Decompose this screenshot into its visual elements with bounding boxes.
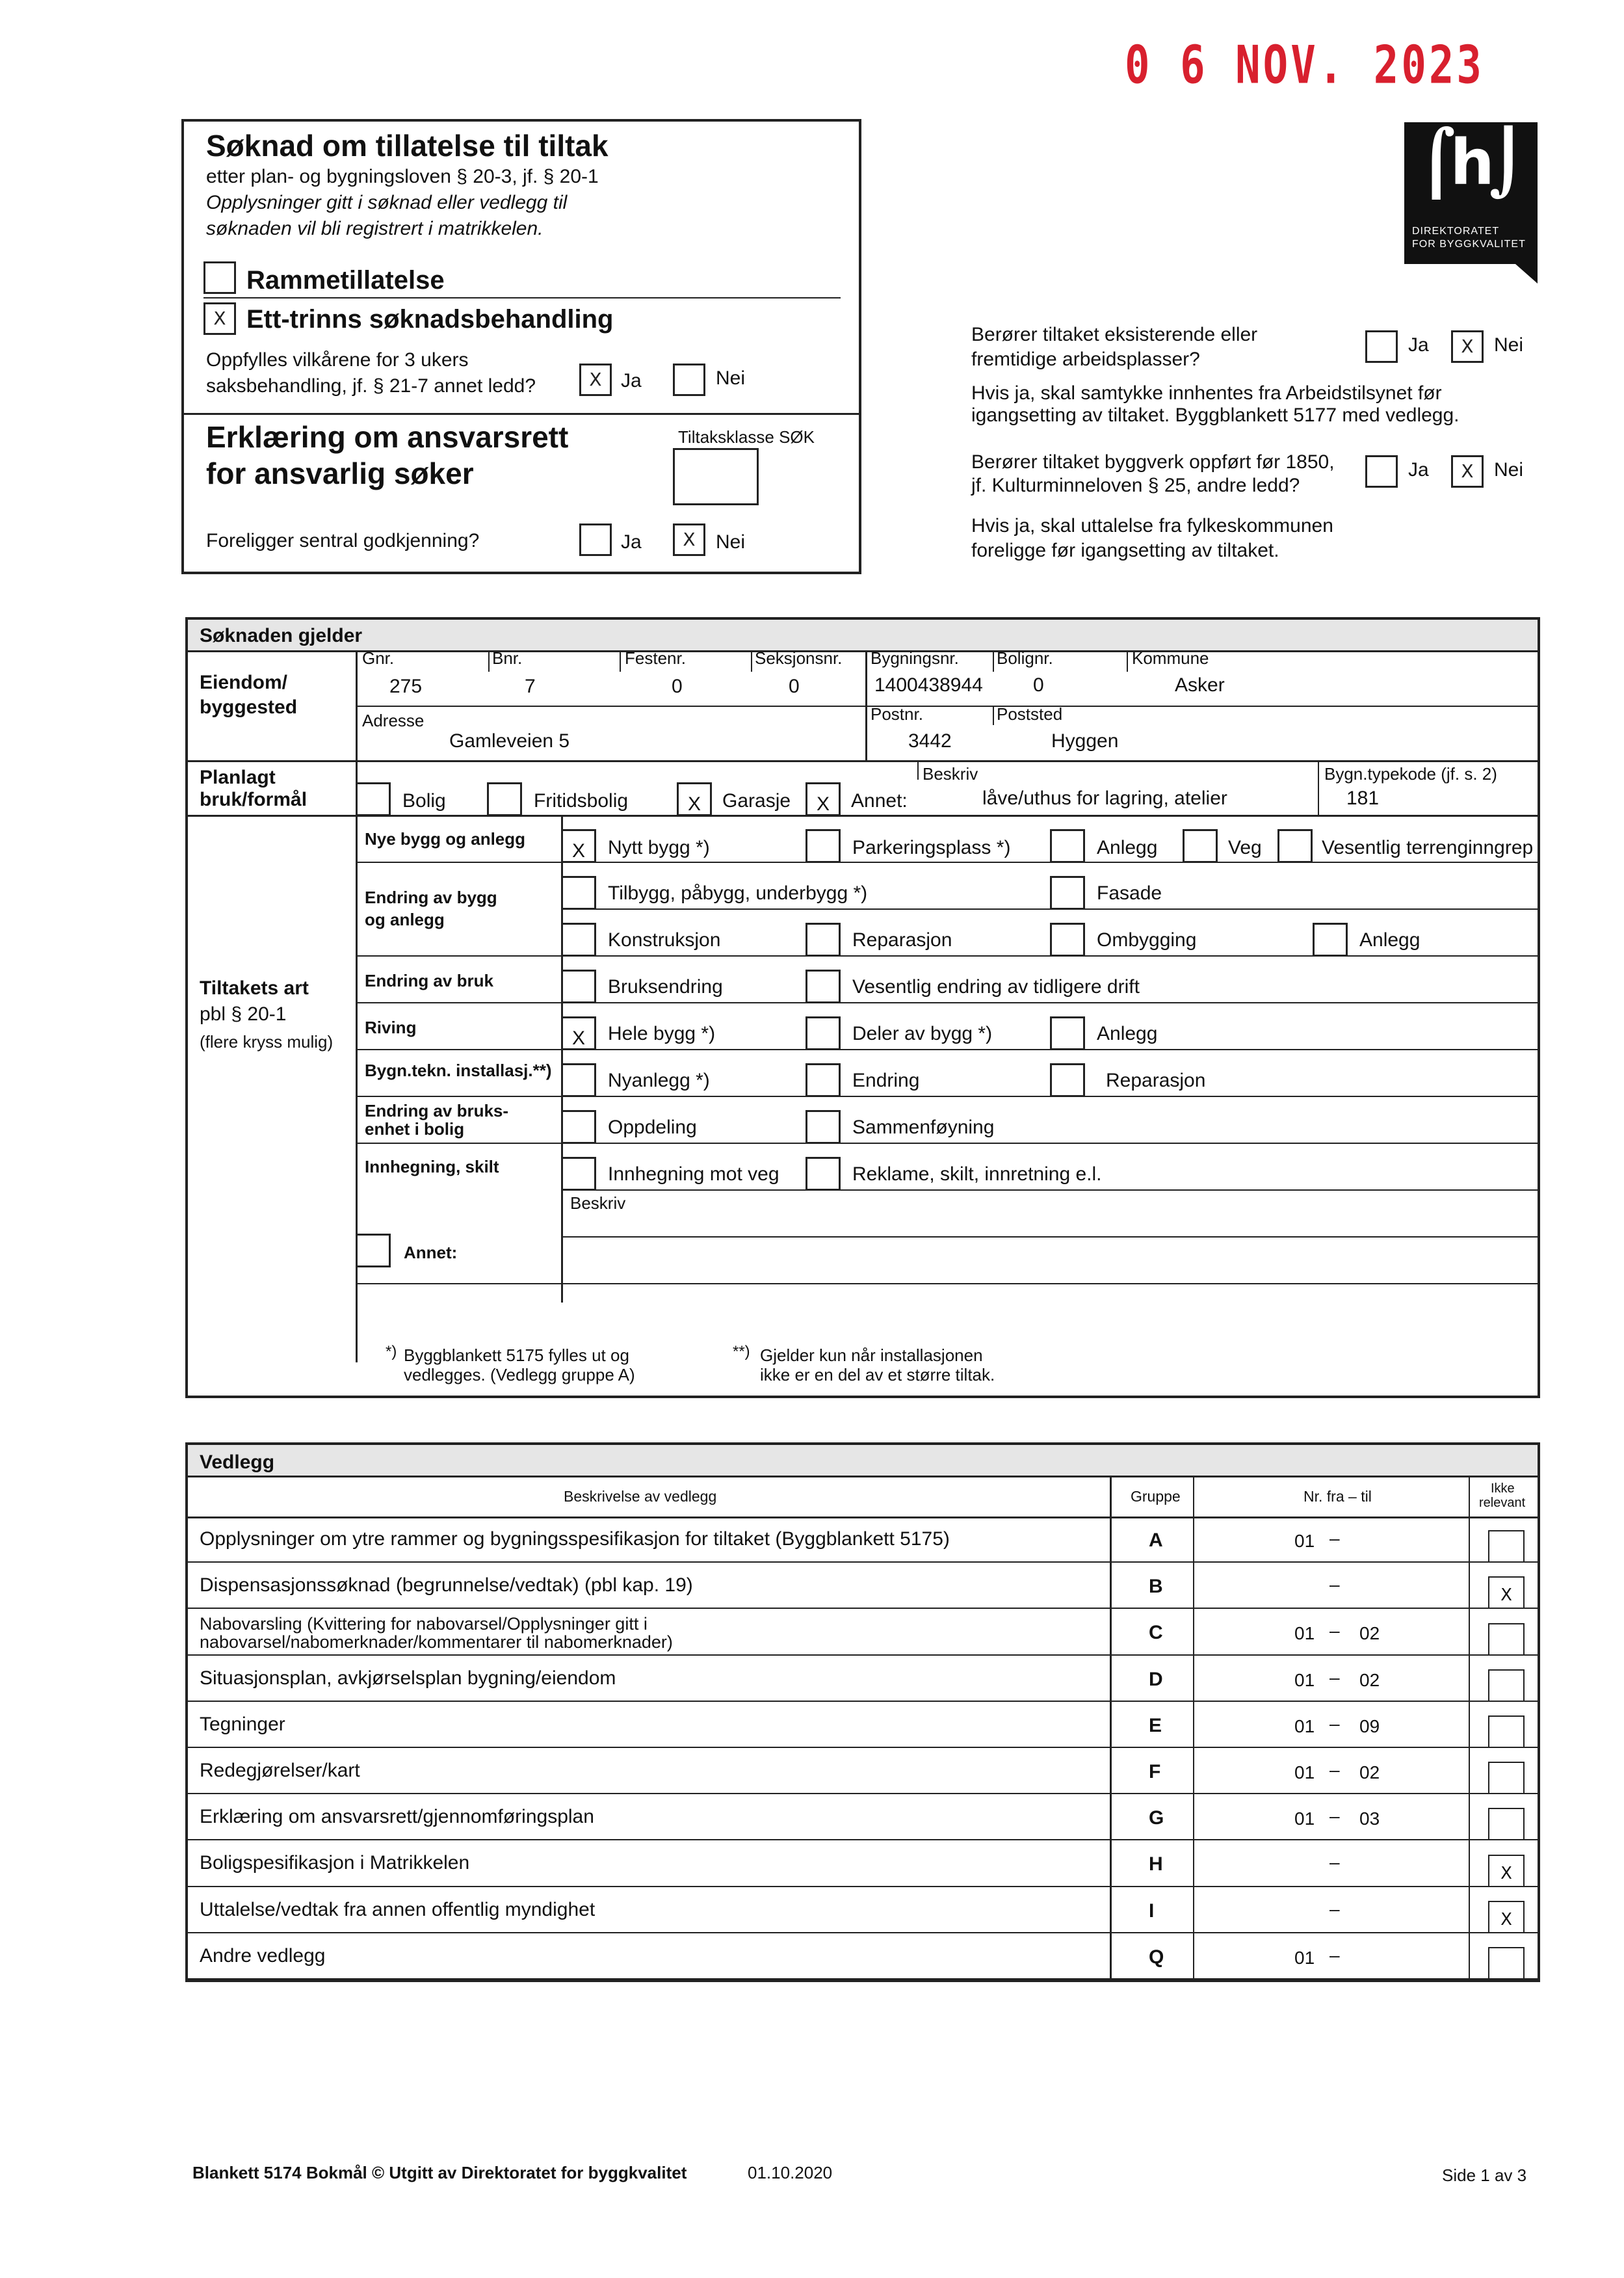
vedlegg-nr-dash: – <box>1329 1852 1340 1873</box>
fritidsbolig-label: Fritidsbolig <box>534 790 629 812</box>
kulturminne-question-2: jf. Kulturminneloven § 25, andre ledd? <box>971 475 1300 496</box>
bruksendring-checkbox[interactable] <box>561 970 596 1003</box>
vedlegg-description-line-1: Nabovarsling (Kvittering for nabovarsel/Opplysninger gitt i <box>200 1614 648 1634</box>
kulturminne-nei-checkbox[interactable]: X <box>1451 455 1484 488</box>
footer-page-number: Side 1 av 3 <box>1442 2165 1527 2185</box>
vedlegg-group: H <box>1149 1853 1163 1875</box>
kommune-value[interactable]: Asker <box>1175 674 1225 696</box>
footer-form-id: Blankett 5174 Bokmål © Utgitt av Direktoratet for byggkvalitet <box>192 2163 687 2182</box>
innhegning-mot-veg-label: Innhegning mot veg <box>608 1163 779 1185</box>
reparasjon-installasjon-checkbox[interactable] <box>1050 1063 1085 1097</box>
vedlegg-group: Q <box>1149 1946 1164 1968</box>
anlegg-nye-checkbox[interactable] <box>1050 829 1085 863</box>
vedlegg-nr-from[interactable]: 01 <box>1294 1808 1315 1829</box>
gnr-label: Gnr. <box>362 648 395 668</box>
endring-installasjon-label: Endring <box>852 1070 920 1091</box>
deler-av-bygg-checkbox[interactable] <box>805 1016 841 1050</box>
fasade-label: Fasade <box>1097 882 1162 904</box>
vedlegg-nr-to[interactable]: 03 <box>1359 1808 1380 1829</box>
kulturminne-ja-label: Ja <box>1408 459 1429 481</box>
festenr-value[interactable]: 0 <box>672 676 683 697</box>
beskriv-bruk-label: Beskriv <box>923 764 978 784</box>
vedlegg-description: Uttalelse/vedtak fra annen offentlig myndighet <box>200 1898 596 1920</box>
footnote-1-mark: *) <box>386 1343 397 1360</box>
arbeidsplasser-question-1: Berører tiltaket eksisterende eller <box>971 324 1258 345</box>
vedlegg-description: Situasjonsplan, avkjørselsplan bygning/eiendom <box>200 1667 616 1689</box>
vedlegg-section <box>185 1442 1540 1982</box>
vedlegg-nr-dash: – <box>1329 1528 1340 1548</box>
treuker-nei-checkbox[interactable] <box>673 364 705 396</box>
tilbygg-label: Tilbygg, påbygg, underbygg *) <box>608 882 868 904</box>
col-gruppe-header: Gruppe <box>1131 1488 1181 1505</box>
vedlegg-nr-dash: – <box>1329 1760 1340 1780</box>
vedlegg-nr-dash: – <box>1329 1944 1340 1965</box>
treuker-ja-checkbox[interactable]: X <box>579 364 612 396</box>
arbeidsplasser-nei-checkbox[interactable]: X <box>1451 330 1484 363</box>
rammetillatelse-label: Rammetillatelse <box>246 266 445 295</box>
kulturminne-note-1: Hvis ja, skal uttalelse fra fylkeskommunen <box>971 515 1333 536</box>
vedlegg-description: Boligspesifikasjon i Matrikkelen <box>200 1852 470 1874</box>
vedlegg-row <box>188 1748 1538 1794</box>
vedlegg-nr-from[interactable]: 01 <box>1294 1762 1315 1782</box>
innhegning-checkbox[interactable] <box>561 1157 596 1191</box>
vedlegg-row <box>188 1563 1538 1609</box>
riving-label: Riving <box>365 1018 417 1037</box>
rammetillatelse-checkbox[interactable] <box>203 261 236 294</box>
vedlegg-row <box>188 1516 1538 1563</box>
footer-date: 01.10.2020 <box>748 2163 833 2182</box>
vedlegg-row <box>188 1656 1538 1702</box>
sentral-nei-label: Nei <box>716 531 746 553</box>
nyanlegg-checkbox[interactable] <box>561 1063 596 1097</box>
vedlegg-nr-dash: – <box>1329 1898 1340 1919</box>
annet-tiltak-checkbox[interactable] <box>356 1234 391 1267</box>
kulturminne-note-2: foreligge før igangsetting av tiltaket. <box>971 540 1279 561</box>
tiltakets-art-hint: (flere kryss mulig) <box>200 1032 334 1052</box>
veg-checkbox[interactable] <box>1183 829 1218 863</box>
hele-bygg-label: Hele bygg *) <box>608 1023 716 1044</box>
nye-bygg-label: Nye bygg og anlegg <box>365 829 526 849</box>
treuker-question-2: saksbehandling, jf. § 21-7 annet ledd? <box>206 375 536 397</box>
konstruksjon-checkbox[interactable] <box>561 923 596 957</box>
kulturminne-nei-label: Nei <box>1494 459 1524 481</box>
header-box <box>181 119 861 574</box>
ombygging-checkbox[interactable] <box>1050 923 1085 957</box>
seksjonsnr-label: Seksjonsnr. <box>755 648 843 668</box>
tilbygg-checkbox[interactable] <box>561 876 596 910</box>
vedlegg-row <box>188 1794 1538 1840</box>
hele-bygg-checkbox[interactable]: X <box>561 1016 596 1050</box>
vedlegg-description: Dispensasjonssøknad (begrunnelse/vedtak) (pbl kap. 19) <box>200 1574 693 1596</box>
sammenfoyning-checkbox[interactable] <box>805 1110 841 1144</box>
arbeidsplasser-question-2: fremtidige arbeidsplasser? <box>971 349 1200 370</box>
vedlegg-ikke-relevant-checkbox[interactable]: X <box>1488 1576 1525 1608</box>
fasade-checkbox[interactable] <box>1050 876 1085 910</box>
vedlegg-description: Tegninger <box>200 1713 285 1735</box>
vedlegg-nr-to[interactable]: 02 <box>1359 1623 1380 1644</box>
vesentlig-endring-checkbox[interactable] <box>805 970 841 1003</box>
poststed-label: Poststed <box>997 704 1063 724</box>
eiendom-label-2: byggested <box>200 696 298 718</box>
vedlegg-group: A <box>1149 1530 1163 1551</box>
vedlegg-nr-from[interactable]: 01 <box>1294 1669 1315 1690</box>
tiltakets-art-pbl: pbl § 20-1 <box>200 1003 287 1025</box>
innhegning-label: Innhegning, skilt <box>365 1157 499 1176</box>
nytt-bygg-checkbox[interactable]: X <box>561 829 596 863</box>
endring-bygg-label-2: og anlegg <box>365 910 445 929</box>
planlagt-label-1: Planlagt <box>200 767 276 788</box>
deler-av-bygg-label: Deler av bygg *) <box>852 1023 993 1044</box>
bruksenhet-label-1: Endring av bruks- <box>365 1101 509 1120</box>
logo-caption: DIREKTORATET FOR BYGGKVALITET <box>1412 226 1526 250</box>
vesentlig-endring-label: Vesentlig endring av tidligere drift <box>852 976 1140 998</box>
treuker-nei-label: Nei <box>716 367 746 389</box>
arbeidsplasser-note-1: Hvis ja, skal samtykke innhentes fra Arbeidstilsynet før <box>971 382 1442 404</box>
vedlegg-nr-from[interactable]: 01 <box>1294 1947 1315 1968</box>
vedlegg-description: Erklæring om ansvarsrett/gjennomføringsplan <box>200 1806 594 1828</box>
vedlegg-row <box>188 1702 1538 1748</box>
logo-mark: ⌠h⌡ <box>1417 126 1523 199</box>
registration-note-1: Opplysninger gitt i søknad eller vedlegg til <box>206 192 568 213</box>
vedlegg-nr-dash: – <box>1329 1667 1340 1688</box>
soknaden-gjelder-title: Søknaden gjelder <box>200 625 363 646</box>
beskriv-annet-label: Beskriv <box>570 1193 626 1213</box>
sentral-ja-checkbox[interactable] <box>579 523 612 556</box>
anlegg-endring-label: Anlegg <box>1359 929 1421 951</box>
registration-note-2: søknaden vil bli registrert i matrikkelen. <box>206 218 544 239</box>
annet-tiltak-label: Annet: <box>404 1243 458 1262</box>
footnote-1-line-2: vedlegges. (Vedlegg gruppe A) <box>404 1365 635 1384</box>
col-ikke-header-1: Ikke <box>1491 1481 1515 1496</box>
ansvarsrett-title-2: for ansvarlig søker <box>206 457 474 490</box>
festenr-label: Festenr. <box>625 648 686 668</box>
bolignr-value[interactable]: 0 <box>1033 674 1044 696</box>
vedlegg-nr-dash: – <box>1329 1806 1340 1827</box>
bolignr-label: Bolignr. <box>997 648 1053 668</box>
arbeidsplasser-nei-label: Nei <box>1494 334 1524 356</box>
vedlegg-description-line-2: nabovarsel/nabomerknader/kommentarer til nabomerknader) <box>200 1632 673 1652</box>
garasje-label: Garasje <box>722 790 791 812</box>
bruksenhet-label-2: enhet i bolig <box>365 1119 465 1139</box>
footnote-2-mark: **) <box>733 1343 750 1360</box>
reparasjon-installasjon-label: Reparasjon <box>1106 1070 1206 1091</box>
vedlegg-group: F <box>1149 1761 1161 1782</box>
vedlegg-nr-dash: – <box>1329 1713 1340 1734</box>
treuker-ja-label: Ja <box>621 370 642 391</box>
vedlegg-nr-to[interactable]: 02 <box>1359 1669 1380 1690</box>
vedlegg-row <box>188 1840 1538 1887</box>
vedlegg-nr-from[interactable]: 01 <box>1294 1623 1315 1644</box>
vedlegg-nr-dash: – <box>1329 1574 1340 1595</box>
endring-installasjon-checkbox[interactable] <box>805 1063 841 1097</box>
endring-bruk-label: Endring av bruk <box>365 971 493 990</box>
sammenfoyning-label: Sammenføyning <box>852 1117 995 1138</box>
sentral-ja-label: Ja <box>621 531 642 553</box>
subtitle: etter plan- og bygningsloven § 20-3, jf. § 20-1 <box>206 166 599 187</box>
bruksendring-label: Bruksendring <box>608 976 723 998</box>
annet-bruk-value[interactable]: låve/uthus for lagring, atelier <box>982 788 1227 809</box>
etttrinn-checkbox[interactable]: X <box>203 302 236 335</box>
vedlegg-title: Vedlegg <box>200 1451 275 1473</box>
vedlegg-nr-to[interactable]: 02 <box>1359 1762 1380 1782</box>
bygntype-label: Bygn.typekode (jf. s. 2) <box>1324 764 1497 784</box>
bolig-label: Bolig <box>402 790 446 812</box>
endring-bygg-label-1: Endring av bygg <box>365 888 497 907</box>
vedlegg-description: Redegjørelser/kart <box>200 1760 360 1781</box>
col-beskrivelse-header: Beskrivelse av vedlegg <box>564 1488 717 1505</box>
bygntek-label: Bygn.tekn. installasj.**) <box>365 1061 552 1080</box>
vedlegg-nr-dash: – <box>1329 1621 1340 1641</box>
vedlegg-ikke-relevant-checkbox[interactable]: X <box>1488 1855 1525 1886</box>
footnote-1-line-1: Byggblankett 5175 fylles ut og <box>404 1345 629 1365</box>
poststed-value[interactable]: Hyggen <box>1051 730 1119 752</box>
sentral-nei-checkbox[interactable]: X <box>673 523 705 556</box>
col-nr-header: Nr. fra – til <box>1303 1488 1372 1505</box>
fritidsbolig-checkbox[interactable] <box>487 782 522 816</box>
vedlegg-ikke-relevant-checkbox[interactable] <box>1488 1669 1525 1701</box>
vedlegg-ikke-relevant-checkbox[interactable] <box>1488 1715 1525 1747</box>
nytt-bygg-label: Nytt bygg *) <box>608 837 710 858</box>
vedlegg-description: Andre vedlegg <box>200 1944 326 1967</box>
vedlegg-group: C <box>1149 1622 1163 1644</box>
vedlegg-ikke-relevant-checkbox[interactable] <box>1488 1808 1525 1839</box>
seksjonsnr-value[interactable]: 0 <box>789 676 800 697</box>
terrenginngrep-checkbox[interactable] <box>1277 829 1313 863</box>
konstruksjon-label: Konstruksjon <box>608 929 721 951</box>
reklame-label: Reklame, skilt, innretning e.l. <box>852 1163 1102 1185</box>
postnr-value[interactable]: 3442 <box>908 730 952 752</box>
anlegg-endring-checkbox[interactable] <box>1313 923 1348 957</box>
eiendom-label-1: Eiendom/ <box>200 672 288 693</box>
vedlegg-row <box>188 1933 1538 1980</box>
gnr-value[interactable]: 275 <box>389 676 423 697</box>
veg-label: Veg <box>1228 837 1262 858</box>
footnote-2-line-1: Gjelder kun når installasjonen <box>760 1345 983 1365</box>
bnr-value[interactable]: 7 <box>525 676 536 697</box>
arbeidsplasser-ja-label: Ja <box>1408 334 1429 356</box>
vedlegg-ikke-relevant-checkbox[interactable]: X <box>1488 1901 1525 1932</box>
bygningsnr-label: Bygningsnr. <box>871 648 959 668</box>
dibk-logo <box>1404 122 1538 264</box>
page-title: Søknad om tillatelse til tiltak <box>206 129 609 163</box>
anlegg-nye-label: Anlegg <box>1097 837 1158 858</box>
garasje-checkbox[interactable]: X <box>677 782 712 816</box>
vedlegg-group: E <box>1149 1714 1162 1736</box>
terrenginngrep-label: Vesentlig terrenginngrep <box>1322 837 1534 858</box>
kulturminne-question-1: Berører tiltaket byggverk oppført før 1850, <box>971 451 1335 473</box>
anlegg-riving-label: Anlegg <box>1097 1023 1158 1044</box>
parkeringsplass-checkbox[interactable] <box>805 829 841 863</box>
vedlegg-group: G <box>1149 1807 1164 1829</box>
vedlegg-ikke-relevant-checkbox[interactable] <box>1488 1947 1525 1978</box>
tiltaksklasse-field[interactable] <box>673 448 759 505</box>
col-ikke-header-2: relevant <box>1479 1496 1526 1510</box>
bygntype-value[interactable]: 181 <box>1346 788 1380 809</box>
vedlegg-nr-from[interactable]: 01 <box>1294 1715 1315 1736</box>
bygningsnr-value[interactable]: 1400438944 <box>874 674 983 696</box>
adresse-label: Adresse <box>362 711 425 730</box>
vedlegg-group: D <box>1149 1668 1163 1690</box>
kommune-label: Kommune <box>1132 648 1209 668</box>
received-date-stamp: 0 6 NOV. 2023 <box>1125 36 1484 96</box>
vedlegg-ikke-relevant-checkbox[interactable] <box>1488 1623 1525 1654</box>
etttrinn-label: Ett-trinns søknadsbehandling <box>246 305 614 334</box>
tiltakets-art-title: Tiltakets art <box>200 977 309 999</box>
vedlegg-row <box>188 1887 1538 1933</box>
vedlegg-row <box>188 1609 1538 1655</box>
reparasjon-label: Reparasjon <box>852 929 952 951</box>
vedlegg-nr-to[interactable]: 09 <box>1359 1715 1380 1736</box>
vedlegg-nr-from[interactable]: 01 <box>1294 1531 1315 1551</box>
anlegg-riving-checkbox[interactable] <box>1050 1016 1085 1050</box>
parkeringsplass-label: Parkeringsplass *) <box>852 837 1011 858</box>
arbeidsplasser-note-2: igangsetting av tiltaket. Byggblankett 5177 med vedlegg. <box>971 404 1460 426</box>
postnr-label: Postnr. <box>871 704 923 724</box>
kulturminne-ja-checkbox[interactable] <box>1365 455 1398 488</box>
tiltaksklasse-label: Tiltaksklasse SØK <box>678 427 815 447</box>
oppdeling-label: Oppdeling <box>608 1117 697 1138</box>
reparasjon-checkbox[interactable] <box>805 923 841 957</box>
vedlegg-description: Opplysninger om ytre rammer og bygningsspesifikasjon for tiltaket (Byggblankett 5175) <box>200 1528 950 1550</box>
arbeidsplasser-ja-checkbox[interactable] <box>1365 330 1398 363</box>
sentral-godkjenning-question: Foreligger sentral godkjenning? <box>206 530 480 551</box>
ansvarsrett-title-1: Erklæring om ansvarsrett <box>206 420 569 454</box>
oppdeling-checkbox[interactable] <box>561 1110 596 1144</box>
bnr-label: Bnr. <box>492 648 523 668</box>
vedlegg-ikke-relevant-checkbox[interactable] <box>1488 1762 1525 1793</box>
soknaden-gjelder-section <box>185 617 1540 1398</box>
adresse-value[interactable]: Gamleveien 5 <box>449 730 570 752</box>
treuker-question-1: Oppfylles vilkårene for 3 ukers <box>206 349 469 371</box>
annet-bruk-label: Annet: <box>851 790 908 812</box>
reklame-checkbox[interactable] <box>805 1157 841 1191</box>
vedlegg-group: I <box>1149 1900 1155 1922</box>
nyanlegg-label: Nyanlegg *) <box>608 1070 710 1091</box>
vedlegg-ikke-relevant-checkbox[interactable] <box>1488 1530 1525 1561</box>
planlagt-label-2: bruk/formål <box>200 789 308 810</box>
footnote-2-line-2: ikke er en del av et større tiltak. <box>760 1365 995 1384</box>
annet-bruk-checkbox[interactable]: X <box>805 782 841 816</box>
bolig-checkbox[interactable] <box>356 782 391 816</box>
vedlegg-group: B <box>1149 1576 1163 1598</box>
ombygging-label: Ombygging <box>1097 929 1197 951</box>
